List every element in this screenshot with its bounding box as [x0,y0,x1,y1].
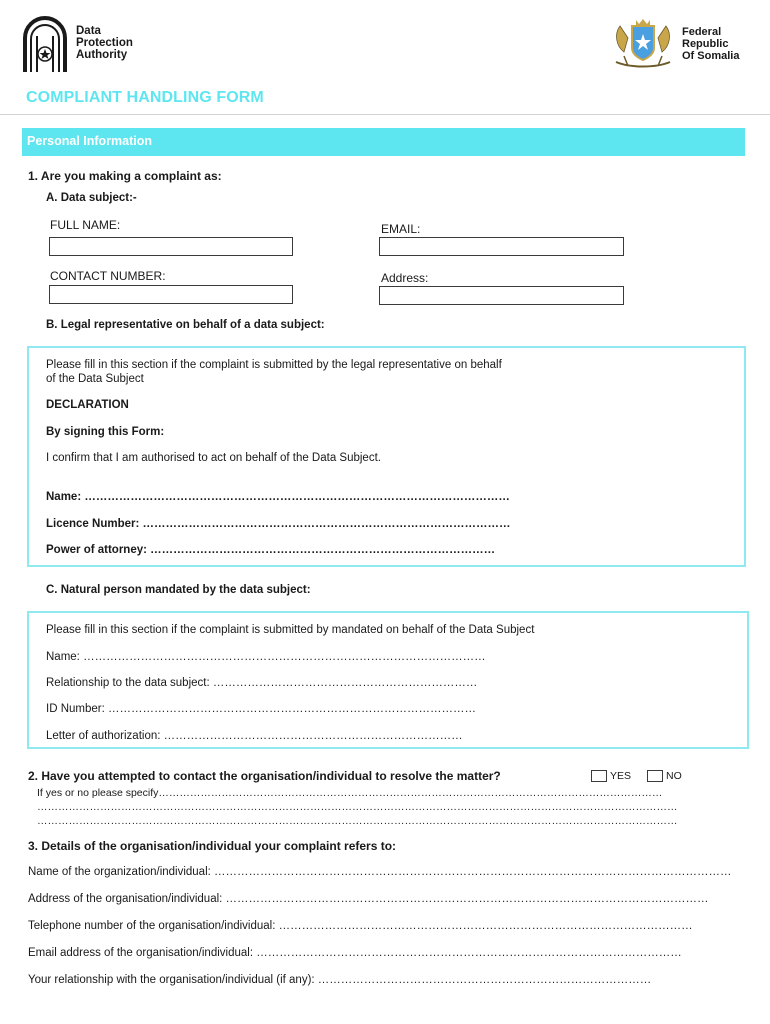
specify-line[interactable]: If yes or no please specify……………………………………………………………………………………………………………………………… [37,787,663,799]
question-1: 1. Are you making a complaint as: [28,169,222,183]
no-label: NO [666,770,682,782]
question-2: 2. Have you attempted to contact the organisation/individual to resolve the matter? [28,769,501,783]
question-3: 3. Details of the organisation/individual your complaint refers to: [28,839,397,853]
no-checkbox[interactable] [647,770,663,782]
email-field[interactable] [379,237,624,256]
by-signing-label: By signing this Form: [46,426,165,438]
specify-line-3[interactable]: ………………………………………………………………………………………………………………………………………………………………… [37,815,678,827]
id-number-line[interactable]: ID Number: …………………………………………………………………………………… [46,703,476,715]
title-divider [0,114,770,115]
yes-label: YES [610,770,632,782]
section-header-label: Personal Information [27,134,153,148]
gov-name-line-1: Federal [682,26,722,38]
section-b-heading: B. Legal representative on behalf of a data subject: [46,319,325,331]
org-email-line[interactable]: Email address of the organisation/individual: ………………………………………………………………………………………………… [28,947,682,959]
full-name-label: FULL NAME: [50,218,121,232]
contact-number-label: CONTACT NUMBER: [50,269,166,283]
org-telephone-line[interactable]: Telephone number of the organisation/individual: ……………………………………………………………………………………………… [28,920,693,932]
declaration-heading: DECLARATION [46,399,129,411]
org-name-line-1: Data [76,25,101,37]
gov-name-line-3: Of Somalia [682,50,740,62]
form-title: COMPLIANT HANDLING FORM [26,89,264,106]
power-of-attorney-line[interactable]: Power of attorney: ……………………………………………………………………………… [46,544,496,556]
section-c-heading: C. Natural person mandated by the data subject: [46,584,311,596]
letter-of-authorization-line[interactable]: Letter of authorization: …………………………………………………………………… [46,730,463,742]
dpa-emblem-icon [22,12,68,74]
yes-checkbox[interactable] [591,770,607,782]
org-relationship-line[interactable]: Your relationship with the organisation/individual (if any): …………………………………………………………………………… [28,974,652,986]
org-name-line-3: Authority [76,49,128,61]
org-name-line[interactable]: Name of the organization/individual: ……………………………………………………………………………………………………………………… [28,866,732,878]
full-name-field[interactable] [49,237,293,256]
panel-c-intro: Please fill in this section if the complaint is submitted by mandated on behalf of the Data Subject [46,624,535,636]
panel-b-intro-line-2: of the Data Subject [46,373,144,385]
gov-name-line-2: Republic [682,38,729,50]
somalia-logo [610,16,739,72]
email-label: EMAIL: [381,222,421,236]
confirm-statement: I confirm that I am authorised to act on behalf of the Data Subject. [46,452,381,464]
mandated-name-line[interactable]: Name: …………………………………………………………………………………………… [46,651,486,663]
org-address-line[interactable]: Address of the organisation/individual: ……………………………………………………………………………………………………………… [28,893,709,905]
licence-number-line[interactable]: Licence Number: …………………………………………………………………………………… [46,518,511,530]
panel-b-intro-line-1: Please fill in this section if the complaint is submitted by the legal representative on behalf [46,359,502,371]
relationship-line[interactable]: Relationship to the data subject: …………………………………………………………… [46,677,478,689]
address-field[interactable] [379,286,624,305]
coat-of-arms-icon [610,16,676,72]
dpa-logo [22,12,133,74]
section-a-heading: A. Data subject:- [46,192,137,204]
contact-number-field[interactable] [49,285,293,304]
specify-line-2[interactable]: ………………………………………………………………………………………………………………………………………………………………… [37,801,678,813]
address-label: Address: [381,271,429,285]
org-name-line-2: Protection [76,37,133,49]
representative-name-line[interactable]: Name: ………………………………………………………………………………………………… [46,491,510,503]
section-header-personal [22,128,745,156]
